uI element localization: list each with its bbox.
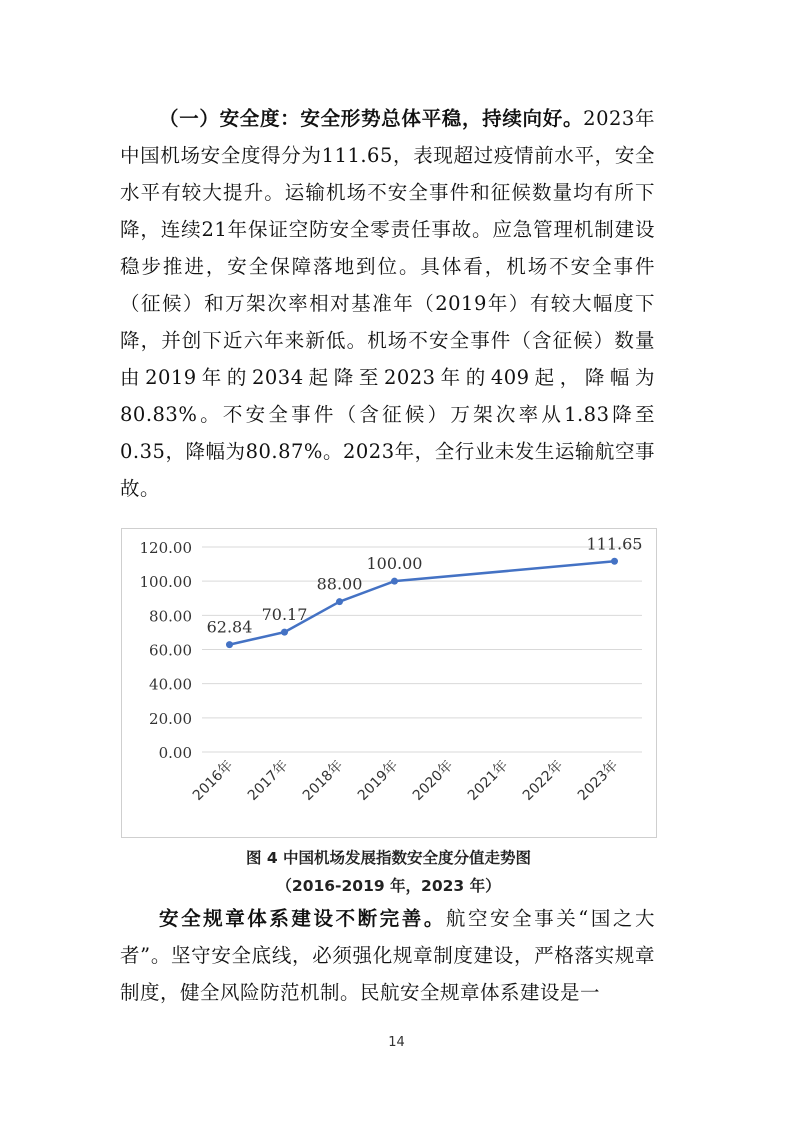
- page-number: 14: [388, 1035, 405, 1050]
- data-point: [281, 629, 288, 636]
- y-tick-label: 80.00: [149, 607, 192, 626]
- data-label: 62.84: [206, 617, 253, 637]
- y-tick-label: 0.00: [158, 744, 192, 762]
- data-label: 100.00: [366, 554, 423, 574]
- paragraph-lead-heading: 安全规章体系建设不断完善。: [159, 907, 446, 930]
- y-tick-label: 40.00: [149, 675, 192, 694]
- paragraph-safety-overview: [120, 100, 655, 507]
- x-tick-label: 2020年: [409, 757, 457, 804]
- paragraph-lead-heading: （一）安全度：安全形势总体平稳，持续向好。: [159, 107, 584, 130]
- x-tick-label: 2017年: [244, 757, 292, 804]
- x-tick-label: 2023年: [574, 757, 622, 804]
- x-tick-label: 2016年: [189, 757, 237, 804]
- chart-canvas: [122, 529, 658, 839]
- y-tick-label: 60.00: [149, 641, 192, 660]
- data-point: [226, 641, 233, 648]
- data-label: 111.65: [586, 534, 643, 554]
- data-point: [336, 598, 343, 605]
- data-point: [611, 558, 618, 565]
- figure-caption-title: 图 4 中国机场发展指数安全度分值走势图: [245, 849, 532, 867]
- x-tick-label: 2019年: [354, 757, 402, 804]
- data-point: [391, 578, 398, 585]
- y-tick-label: 120.00: [139, 539, 192, 557]
- x-tick-label: 2021年: [464, 757, 512, 804]
- safety-score-chart: [121, 528, 657, 838]
- paragraph-body-text: 航空安全事关“国之大者”。坚守安全底线，必须强化规章制度建设，严格落实规章制度，健全风险防范机制。民航安全规章体系建设是一: [120, 907, 655, 1004]
- x-tick-label: 2018年: [299, 757, 347, 804]
- x-tick-label: 2022年: [519, 757, 567, 804]
- figure-caption-subtitle: （2016-2019 年，2023 年）: [276, 877, 501, 895]
- data-label: 70.17: [261, 605, 308, 625]
- y-tick-label: 20.00: [149, 709, 192, 728]
- paragraph-body-text: 2023年中国机场安全度得分为111.65，表现超过疫情前水平，安全水平有较大提升。运输机场不安全事件和征候数量均有所下降，连续21年保证空防安全零责任事故。应急管理机制建设稳步推进，安全保障落地到位。具体看，机场不安全事件（征候）和万架次率相对基准年（2019年）有较大幅度下降，并创下近六年来新低。机场不安全事件（含征候）数量由2019年的2034起降至2023年的409起，降幅为80.83%。不安全事件（含征候）万架次率从1.83降至0.35，降幅为80.87%。2023年，全行业未发生运输航空事故。: [120, 107, 655, 500]
- data-label: 88.00: [316, 574, 363, 594]
- paragraph-regulation-system: [120, 900, 655, 1011]
- y-tick-label: 100.00: [139, 573, 192, 592]
